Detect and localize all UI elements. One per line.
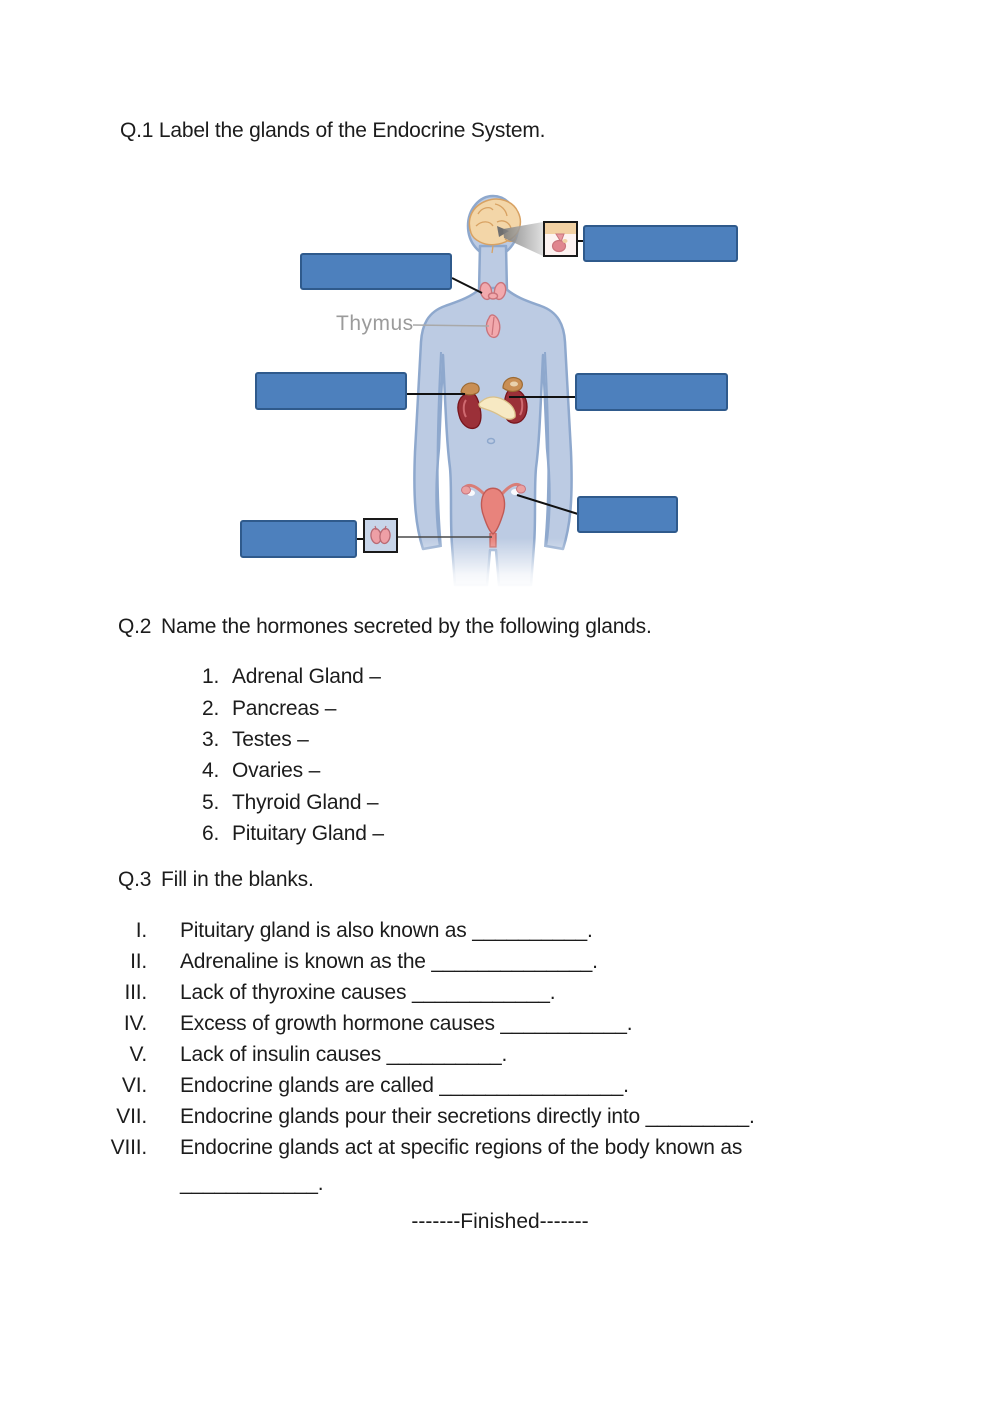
answer-box-pituitary[interactable] [583, 225, 738, 262]
item-text: Lack of thyroxine causes ____________. [180, 981, 556, 1004]
answer-box-ovary[interactable] [577, 496, 678, 533]
item-text: Endocrine glands pour their secretions directly into _________. [180, 1105, 755, 1128]
item-text: Endocrine glands act at specific regions of the body known as [180, 1136, 743, 1159]
item-number: VI. [121, 1074, 147, 1097]
item-number: 6. [202, 822, 220, 845]
q2-prompt: Name the hormones secreted by the following glands. [161, 615, 652, 638]
q2-label: Q.2 [118, 615, 152, 638]
item-text: Pituitary Gland – [232, 822, 384, 845]
item-text: Adrenal Gland – [232, 665, 381, 688]
item-text: Endocrine glands are called ________________. [180, 1074, 629, 1097]
item-number: III. [124, 981, 147, 1004]
answer-box-testes[interactable] [240, 520, 357, 558]
q3-label: Q.3 [118, 868, 152, 891]
item-number: II. [130, 950, 147, 973]
answer-box-adrenal[interactable] [255, 372, 407, 410]
item-number: VII. [116, 1105, 147, 1128]
pituitary-inset [543, 221, 578, 257]
thymus-text-label: Thymus [336, 312, 414, 335]
item-number: VIII. [110, 1136, 147, 1159]
answer-box-pancreas[interactable] [575, 373, 728, 411]
testes-inset [363, 518, 398, 553]
item-text: Adrenaline is known as the ______________. [180, 950, 598, 973]
item-number: V. [129, 1043, 147, 1066]
testes-zoom [365, 520, 396, 551]
item-text: Testes – [232, 728, 309, 751]
q3-prompt: Fill in the blanks. [161, 868, 314, 891]
q1-title: Q.1 Label the glands of the Endocrine System. [120, 119, 546, 142]
item-number: 1. [202, 665, 220, 688]
item-number: I. [135, 919, 147, 942]
item-number: 5. [202, 791, 220, 814]
finished-marker: -------Finished------- [411, 1210, 589, 1233]
item-number: 4. [202, 759, 220, 782]
item-text: Ovaries – [232, 759, 321, 782]
item-text: Pituitary gland is also known as __________. [180, 919, 593, 942]
blank-line: ____________. [180, 1172, 324, 1195]
item-number: 2. [202, 697, 220, 720]
item-text: Pancreas – [232, 697, 337, 720]
answer-box-thyroid[interactable] [300, 253, 452, 290]
thymus-pointer-line [413, 325, 489, 326]
pituitary-gland-zoom [545, 223, 576, 255]
item-text: Lack of insulin causes __________. [180, 1043, 508, 1066]
item-number: 3. [202, 728, 220, 751]
item-text: Excess of growth hormone causes ___________. [180, 1012, 633, 1035]
item-text: Thyroid Gland – [232, 791, 379, 814]
item-number: IV. [123, 1012, 147, 1035]
